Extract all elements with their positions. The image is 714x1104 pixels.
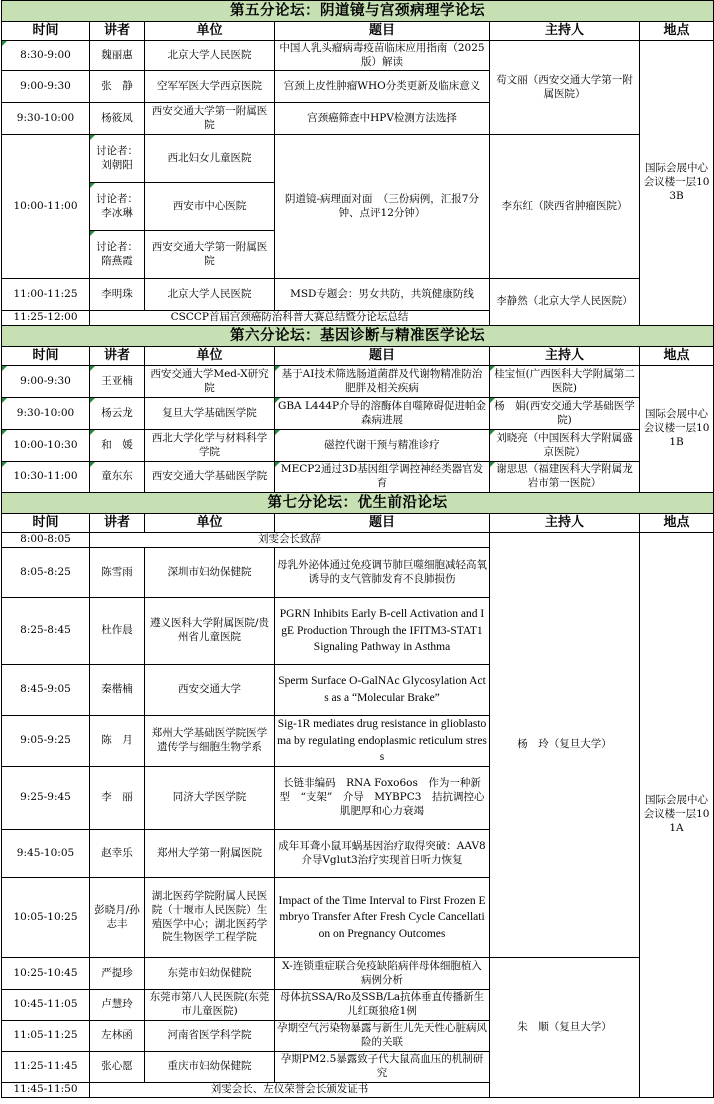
speaker-cell: 左林函 [90, 1021, 145, 1052]
header-unit: 单位 [145, 347, 275, 366]
closing-cell: 刘雯会长、左仪荣誉会长颁发证书 [90, 1083, 490, 1098]
header-host: 主持人 [490, 22, 640, 41]
host-cell: 杨 娟(西安交通大学基础医学院) [490, 398, 640, 430]
forum7-title-row [2, 493, 714, 514]
table-row [2, 398, 714, 430]
topic-cell: MECP2通过3D基因组学调控神经类器官发育 [275, 462, 490, 493]
unit-cell: 郑州大学第一附属医院 [145, 830, 275, 878]
speaker-cell: 王亚楠 [90, 366, 145, 398]
topic-cell: 基于AI技术筛选肠道菌群及代谢物精准防治肥胖及相关疾病 [275, 366, 490, 398]
time-cell: 10:00-10:30 [2, 430, 90, 462]
header-time: 时间 [2, 514, 90, 533]
unit-cell: 空军军医大学西京医院 [145, 71, 275, 103]
table-row [2, 430, 714, 462]
time-cell: 10:00-11:00 [2, 135, 90, 279]
speaker-cell: 秦楷楠 [90, 665, 145, 716]
topic-cell: Sperm Surface O-GalNAc Glycosylation Acts as a “Molecular Brake” [275, 665, 490, 716]
forum6-header-row [2, 347, 714, 366]
speaker-cell: 魏丽惠 [90, 41, 145, 71]
time-cell: 11:25-12:00 [2, 311, 90, 326]
speaker-cell: 张 静 [90, 71, 145, 103]
header-time: 时间 [2, 347, 90, 366]
unit-cell: 西安交通大学基础医学院 [145, 462, 275, 493]
topic-cell: 宫颈癌筛查中HPV检测方法选择 [275, 103, 490, 135]
table-row [2, 366, 714, 398]
topic-cell: 孕期PM2.5暴露致子代大鼠高血压的机制研究 [275, 1052, 490, 1083]
time-cell: 9:25-9:45 [2, 767, 90, 830]
host-cell: 桂宝恒(广西医科大学附属第二医院) [490, 366, 640, 398]
time-cell: 10:25-10:45 [2, 958, 90, 990]
header-topic: 题目 [275, 514, 490, 533]
closing-cell: CSCCP首届宫颈癌防治科普大赛总结暨分论坛总结 [90, 311, 490, 326]
header-speaker: 讲者 [90, 347, 145, 366]
speaker-cell: 杜作晨 [90, 598, 145, 665]
time-cell: 11:05-11:25 [2, 1021, 90, 1052]
time-cell: 9:00-9:30 [2, 366, 90, 398]
speaker-cell: 李 丽 [90, 767, 145, 830]
time-cell: 11:25-11:45 [2, 1052, 90, 1083]
header-host: 主持人 [490, 347, 640, 366]
host-cell: 李东红（陕西省肿瘤医院） [490, 135, 640, 279]
unit-cell: 复旦大学基础医学院 [145, 398, 275, 430]
host-cell: 谢思思（福建医科大学附属龙岩市第一医院） [490, 462, 640, 493]
topic-cell: 成年耳聋小鼠耳蜗基因治疗取得突破：AAV8介导Vglut3治疗实现首日听力恢复 [275, 830, 490, 878]
time-cell: 8:05-8:25 [2, 548, 90, 598]
speaker-cell: 童东东 [90, 462, 145, 493]
speaker-cell: 陈雪雨 [90, 548, 145, 598]
unit-cell: 西安交通大学第一附属医院 [145, 231, 275, 279]
header-speaker: 讲者 [90, 22, 145, 41]
unit-cell: 东莞市妇幼保健院 [145, 958, 275, 990]
host-cell: 苟文丽（西安交通大学第一附属医院） [490, 41, 640, 135]
speaker-cell: 讨论者：隋燕霞 [90, 231, 145, 279]
table-row [2, 533, 714, 548]
unit-cell: 西安交通大学Med-X研究院 [145, 366, 275, 398]
forum5-title-row [2, 1, 714, 22]
forum6-title: 第六分论坛：基因诊断与精准医学论坛 [2, 326, 714, 347]
time-cell: 9:05-9:25 [2, 716, 90, 767]
topic-cell: 阴道镜-病理面对面 （三份病例，汇报7分钟、点评12分钟） [275, 135, 490, 279]
time-cell: 8:45-9:05 [2, 665, 90, 716]
speaker-cell: 彭晓月/孙志丰 [90, 878, 145, 958]
time-cell: 9:30-10:00 [2, 398, 90, 430]
header-host: 主持人 [490, 514, 640, 533]
speaker-cell: 卢慧玲 [90, 990, 145, 1021]
speaker-cell: 和 媛 [90, 430, 145, 462]
topic-cell: Impact of the Time Interval to First Frozen Embryo Transfer After Fresh Cycle Cancellation on Pregnancy Outcomes [275, 878, 490, 958]
topic-cell: 长链非编码 RNA Foxo6os 作为一种新型 “支架” 介导 MYBPC3 拮抗调控心肌肥厚和心力衰竭 [275, 767, 490, 830]
topic-cell: Sig-1R mediates drug resistance in glioblastoma by regulating endoplasmic reticulum stress [275, 716, 490, 767]
opening-cell: 刘雯会长致辞 [90, 533, 490, 548]
forum5-header-row [2, 22, 714, 41]
table-row [2, 279, 714, 311]
table-row [2, 135, 714, 183]
unit-cell: 西北大学化学与材料科学学院 [145, 430, 275, 462]
table-row [2, 462, 714, 493]
topic-cell: GBA L444P介导的溶酶体自噬障碍促进帕金森病进展 [275, 398, 490, 430]
time-cell: 9:45-10:05 [2, 830, 90, 878]
host-cell: 杨 玲（复旦大学） [490, 533, 640, 958]
time-cell: 8:30-9:00 [2, 41, 90, 71]
location-cell: 国际会展中心会议楼一层101B [640, 366, 714, 493]
unit-cell: 北京大学人民医院 [145, 41, 275, 71]
header-location: 地点 [640, 347, 714, 366]
unit-cell: 同济大学医学院 [145, 767, 275, 830]
speaker-cell: 讨论者：刘朝阳 [90, 135, 145, 183]
time-cell: 10:05-10:25 [2, 878, 90, 958]
unit-cell: 北京大学人民医院 [145, 279, 275, 311]
time-cell: 11:00-11:25 [2, 279, 90, 311]
topic-cell: 中国人乳头瘤病毒疫苗临床应用指南（2025版）解读 [275, 41, 490, 71]
topic-cell: MSD专题会：男女共防，共筑健康防线 [275, 279, 490, 311]
unit-cell: 重庆市妇幼保健院 [145, 1052, 275, 1083]
time-cell: 10:45-11:05 [2, 990, 90, 1021]
host-cell: 刘晓亮（中国医科大学附属盛京医院） [490, 430, 640, 462]
speaker-cell: 讨论者：李冰琳 [90, 183, 145, 231]
unit-cell: 东莞市第八人民医院(东莞市儿童医院) [145, 990, 275, 1021]
unit-cell: 遵义医科大学附属医院/贵州省儿童医院 [145, 598, 275, 665]
speaker-cell: 杨筱凤 [90, 103, 145, 135]
forum5-title: 第五分论坛：阴道镜与宫颈病理学论坛 [2, 1, 714, 22]
time-cell: 8:00-8:05 [2, 533, 90, 548]
header-speaker: 讲者 [90, 514, 145, 533]
unit-cell: 郑州大学基础医学院医学遗传学与细胞生物学系 [145, 716, 275, 767]
header-location: 地点 [640, 514, 714, 533]
speaker-cell: 赵幸乐 [90, 830, 145, 878]
table-row [2, 958, 714, 990]
topic-cell: 宫颈上皮性肿瘤WHO分类更新及临床意义 [275, 71, 490, 103]
speaker-cell: 李明珠 [90, 279, 145, 311]
topic-cell: PGRN Inhibits Early B-cell Activation and IgE Production Through the IFITM3-STAT1 Signaling Pathway in Asthma [275, 598, 490, 665]
time-cell: 9:00-9:30 [2, 71, 90, 103]
location-cell: 国际会展中心会议楼一层103B [640, 41, 714, 326]
forum7-title: 第七分论坛：优生前沿论坛 [2, 493, 714, 514]
forum7-header-row [2, 514, 714, 533]
unit-cell: 西安交通大学 [145, 665, 275, 716]
topic-cell: 母体抗SSA/Ro及SSB/La抗体垂直传播新生儿红斑狼疮1例 [275, 990, 490, 1021]
topic-cell: X-连锁重症联合免疫缺陷病伴母体细胞植入病例分析 [275, 958, 490, 990]
speaker-cell: 严提珍 [90, 958, 145, 990]
topic-cell: 磁控代谢干预与精准诊疗 [275, 430, 490, 462]
table-row [2, 41, 714, 71]
topic-cell: 母乳外泌体通过免疫调节肺巨噬细胞减轻高氧诱导的支气管肺发育不良肺损伤 [275, 548, 490, 598]
header-location: 地点 [640, 22, 714, 41]
header-topic: 题目 [275, 347, 490, 366]
unit-cell: 西北妇女儿童医院 [145, 135, 275, 183]
unit-cell: 河南省医学科学院 [145, 1021, 275, 1052]
unit-cell: 西安市中心医院 [145, 183, 275, 231]
speaker-cell: 杨云龙 [90, 398, 145, 430]
agenda-table [1, 0, 714, 1098]
header-time: 时间 [2, 22, 90, 41]
unit-cell: 深圳市妇幼保健院 [145, 548, 275, 598]
topic-cell: 孕期空气污染物暴露与新生儿先天性心脏病风险的关联 [275, 1021, 490, 1052]
host-cell: 朱 顺（复旦大学） [490, 958, 640, 1098]
header-unit: 单位 [145, 514, 275, 533]
time-cell: 9:30-10:00 [2, 103, 90, 135]
header-unit: 单位 [145, 22, 275, 41]
time-cell: 10:30-11:00 [2, 462, 90, 493]
time-cell: 11:45-11:50 [2, 1083, 90, 1098]
speaker-cell: 张心愿 [90, 1052, 145, 1083]
forum6-title-row [2, 326, 714, 347]
header-topic: 题目 [275, 22, 490, 41]
host-cell: 李静然（北京大学人民医院） [490, 279, 640, 326]
unit-cell: 西安交通大学第一附属医院 [145, 103, 275, 135]
unit-cell: 湖北医药学院附属人民医院（十堰市人民医院）生殖医学中心；湖北医药学院生物医学工程学院 [145, 878, 275, 958]
location-cell: 国际会展中心会议楼一层101A [640, 533, 714, 1098]
speaker-cell: 陈 月 [90, 716, 145, 767]
time-cell: 8:25-8:45 [2, 598, 90, 665]
